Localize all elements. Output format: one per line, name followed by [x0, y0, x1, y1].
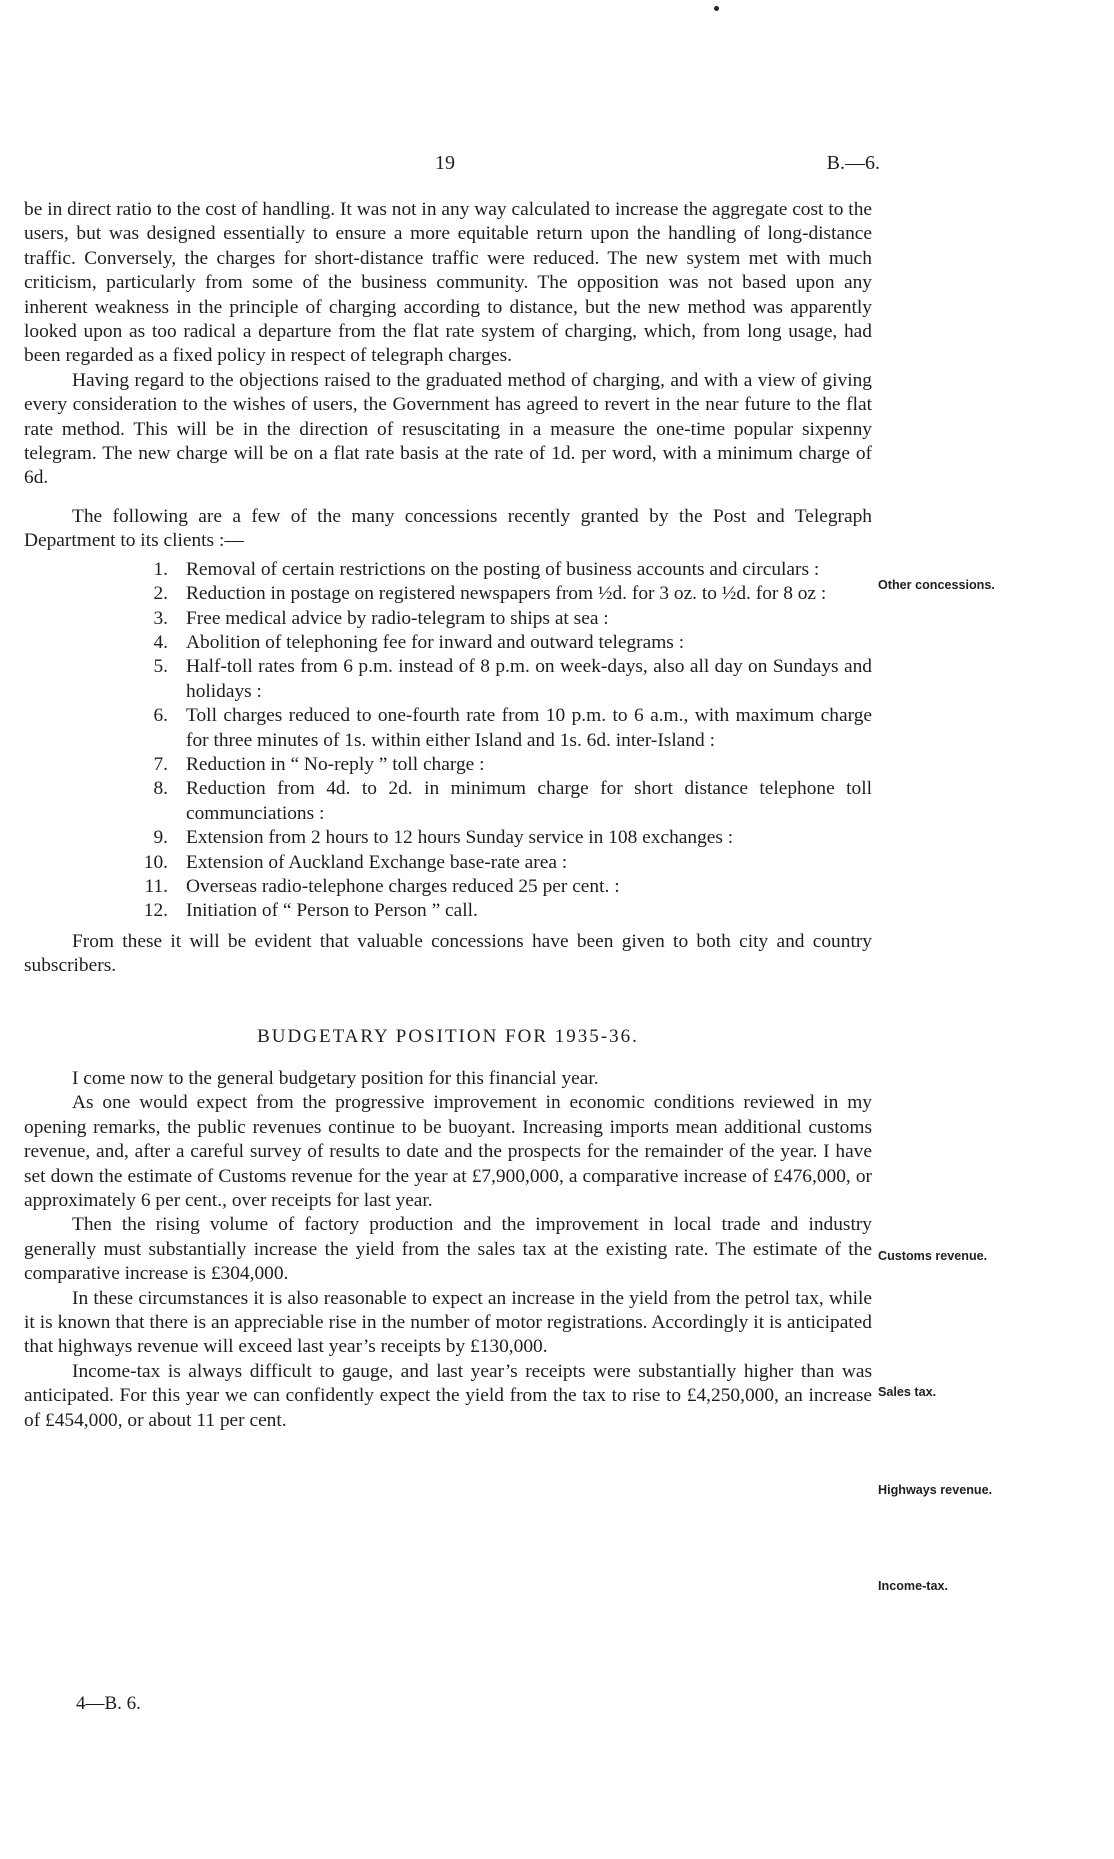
paragraph-customs-revenue: As one would expect from the progressive improvement in economic conditions reviewed in my opening remarks, the public revenues continue to be buoyant. Increasing imports mean additional customs revenue, and, after a careful survey of results to date and the prospects for the remainder of the year. I have set down the estimate of Customs revenue for the year at £7,900,000, a comparative increase of £476,000, or approximately 6 per cent., over receipts for last year. — [24, 1092, 872, 1212]
list-item — [24, 777, 872, 826]
list-item — [24, 631, 872, 655]
paragraph-highways-revenue: In these circumstances it is also reasonable to expect an increase in the yield from the petrol tax, while it is known that there is an appreciable rise in the number of motor registrations. Accordingly it is anticipated that highways revenue will exceed last year’s receipts by £130,000. — [24, 1287, 872, 1358]
list-item — [24, 875, 872, 899]
budget-intro: I come now to the general budgetary position for this financial year. — [72, 1068, 599, 1089]
list-item — [24, 655, 872, 704]
list-number: 1. — [153, 558, 168, 580]
list-number: 12. — [143, 900, 168, 922]
body-text — [24, 198, 872, 1433]
list-item — [24, 704, 872, 753]
concessions-closing: From these it will be evident that valuable concessions have been given to both city and country subscribers. — [24, 930, 872, 977]
side-note-sales-tax: Sales tax. — [878, 1385, 937, 1399]
side-note-customs-revenue: Customs revenue. — [878, 1249, 988, 1263]
list-text: Reduction in “ No-reply ” toll charge : — [186, 753, 485, 775]
list-number: 6. — [153, 705, 168, 727]
printer-dot — [714, 6, 719, 11]
section-heading: BUDGETARY POSITION FOR 1935-36. — [257, 1025, 639, 1047]
list-text: Abolition of telephoning fee for inward and outward telegrams : — [186, 631, 685, 653]
paragraph-flat-rate: Having regard to the objections raised to the graduated method of charging, and with a view of giving every consideration to the wishes of users, the Government has agreed to revert in the near future to the flat rate method. This will be in the direction of resuscitating in a measure the one-time popular sixpenny telegram. The new charge will be on a flat rate basis at the rate of 1d. per word, with a minimum charge of 6d. — [24, 369, 872, 489]
list-text: Initiation of “ Person to Person ” call. — [186, 900, 478, 922]
list-number: 8. — [153, 778, 168, 800]
list-text: Free medical advice by radio-telegram to ships at sea : — [186, 607, 609, 629]
list-text: Toll charges reduced to one-fourth rate from 10 p.m. to 6 a.m., with maximum charge for three minutes of 1s. within either Island and 1s. 6d. inter-Island : — [186, 705, 872, 751]
paragraph-income-tax: Income-tax is always difficult to gauge, and last year’s receipts were substantially higher than was anticipated. For this year we can confidently expect the yield from the tax to rise to £4,250,000, an increase of £454,000, or about 11 per cent. — [24, 1360, 872, 1431]
list-item — [24, 582, 872, 606]
list-text: Reduction from 4d. to 2d. in minimum charge for short distance telephone toll communciations : — [186, 778, 872, 824]
side-note-income-tax: Income-tax. — [878, 1579, 948, 1593]
concessions-list — [24, 558, 872, 924]
list-number: 10. — [143, 851, 168, 873]
list-text: Extension from 2 hours to 12 hours Sunday service in 108 exchanges : — [186, 827, 734, 849]
list-number: 7. — [153, 753, 168, 775]
list-item — [24, 753, 872, 777]
list-item — [24, 899, 872, 923]
list-number: 5. — [153, 656, 168, 678]
paragraph-sales-tax: Then the rising volume of factory production and the improvement in local trade and industry generally must substantially increase the yield from the sales tax at the existing rate. The estimate of the comparative increase is £304,000. — [24, 1214, 872, 1285]
list-item — [24, 558, 872, 582]
list-text: Half-toll rates from 6 p.m. instead of 8 p.m. on week-days, also all day on Sundays and holidays : — [186, 656, 872, 702]
list-number: 2. — [153, 583, 168, 605]
list-number: 4. — [153, 631, 168, 653]
document-reference: B.—6. — [826, 152, 880, 174]
list-text: Removal of certain restrictions on the posting of business accounts and circulars : — [186, 558, 820, 580]
list-item — [24, 826, 872, 850]
side-note-other-concessions: Other concessions. — [878, 578, 995, 592]
list-item — [24, 851, 872, 875]
list-text: Reduction in postage on registered newspapers from ½d. for 3 oz. to ½d. for 8 oz : — [186, 583, 827, 605]
side-note-highways-revenue: Highways revenue. — [878, 1483, 993, 1497]
page-number: 19 — [435, 152, 455, 174]
list-number: 3. — [153, 607, 168, 629]
list-number: 9. — [153, 827, 168, 849]
concessions-lead: The following are a few of the many concessions recently granted by the Post and Telegraph Department to its clients :— — [24, 505, 872, 552]
list-item — [24, 607, 872, 631]
paragraph-telegraph-charges: be in direct ratio to the cost of handling. It was not in any way calculated to increase the aggregate cost to the users, but was designed essentially to ensure a more equitable return upon the handling of long-distance traffic. Conversely, the charges for short-distance traffic were reduced. The new system met with much criticism, particularly from some of the business community. The opposition was not based upon any inherent weakness in the principle of charging according to distance, but the new method was apparently looked upon as too radical a departure from the flat rate system of charging, which, from long usage, had been regarded as a fixed policy in respect of telegraph charges. — [24, 199, 872, 367]
list-text: Extension of Auckland Exchange base-rate area : — [186, 851, 568, 873]
list-text: Overseas radio-telephone charges reduced 25 per cent. : — [186, 875, 620, 897]
list-number: 11. — [144, 875, 168, 897]
footer-reference: 4—B. 6. — [76, 1693, 141, 1714]
